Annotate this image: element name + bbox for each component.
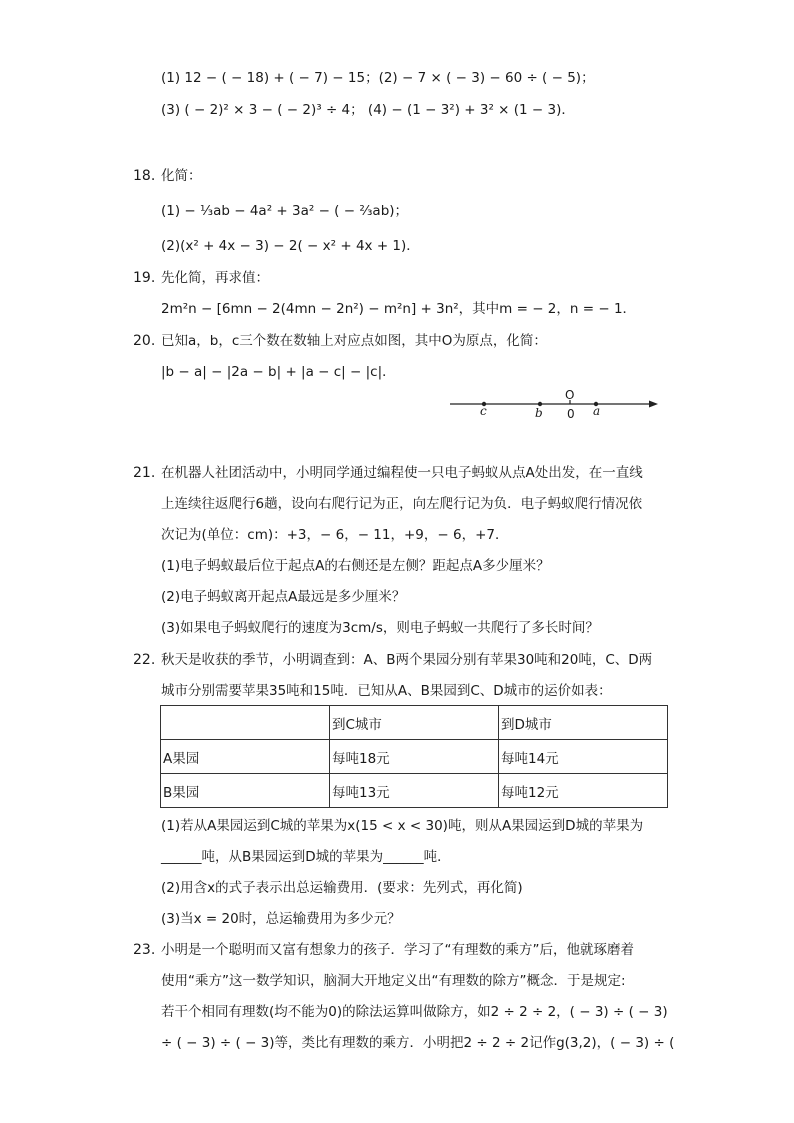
q22-sub-1a: (1)若从A果园运到C城的苹果为x(15 < x < 30)吨，则从A果园运到D城的苹果为 <box>161 818 644 834</box>
table-cell: 每吨12元 <box>499 774 668 808</box>
zero-label: 0 <box>567 407 575 421</box>
q21-number: 21. <box>133 465 156 481</box>
table-header-row <box>161 706 668 740</box>
q23-line-2: 使用“乘方”这一数学知识，脑洞大开地定义出“有理数的除方”概念．于是规定: <box>161 973 626 989</box>
q23-line-1: 小明是一个聪明而又富有想象力的孩子．学习了“有理数的乘方”后，他就琢磨着 <box>161 942 634 958</box>
q21-sub-2: (2)电子蚂蚁离开起点A最远是多少厘米？ <box>161 589 406 605</box>
q18-number: 18. <box>133 168 156 184</box>
q20-line-2: |b − a| − |2a − b| + |a − c| − |c|． <box>161 364 396 380</box>
table-cell: 每吨14元 <box>499 740 668 774</box>
q22-line-2: 城市分别需要苹果35吨和15吨．已知从A、B果园到C、D城市的运价如表： <box>161 683 612 699</box>
q22-line-1: 秋天是收获的季节，小明调查到：A、B两个果园分别有苹果30吨和20吨，C、D两 <box>161 652 653 668</box>
q22-sub-2: (2)用含x的式子表示出总运输费用．(要求：先列式，再化简) <box>161 880 523 896</box>
q21-line-2: 上连续往返爬行6趟，设向右爬行记为正，向左爬行记为负．电子蚂蚁爬行情况依 <box>161 496 643 512</box>
q23-number: 23. <box>133 942 156 958</box>
table-cell: B果园 <box>161 774 330 808</box>
q19-line-1: 2m²n − [6mn − 2(4mn − 2n²) − m²n] + 3n²，其中m = − 2，n = − 1． <box>161 301 637 317</box>
table-header-cell: 到C城市 <box>330 706 499 740</box>
freight-rate-table <box>160 705 668 808</box>
table-cell: 每吨13元 <box>330 774 499 808</box>
q22-sub-1b: ______吨，从B果园运到D城的苹果为______吨． <box>161 849 451 865</box>
q23-line-3: 若干个相同有理数(均不能为0)的除法运算叫做除方，如2 ÷ 2 ÷ 2，( − 3) ÷ ( − 3) <box>161 1004 668 1020</box>
table-row <box>161 740 668 774</box>
q22-sub-3: (3)当x = 20时，总运输费用为多少元？ <box>161 911 401 927</box>
q19-title: 先化简，再求值： <box>161 270 269 286</box>
q21-sub-1: (1)电子蚂蚁最后位于起点A的右侧还是左侧？距起点A多少厘米？ <box>161 558 550 574</box>
q17-line-2: (3) ( − 2)² × 3 − ( − 2)³ ÷ 4； (4) − (1 − 3²) + 3² × (1 − 3)． <box>161 102 575 118</box>
q20-line-1: 已知a，b，c三个数在数轴上对应点如图，其中O为原点，化简： <box>161 333 547 349</box>
number-line-arrow <box>649 401 658 408</box>
point-a-label: a <box>593 404 601 418</box>
q20-number: 20. <box>133 333 156 349</box>
q18-line-1: (1) − ⅓ab − 4a² + 3a² − ( − ⅔ab)； <box>161 203 409 219</box>
q18-title: 化简： <box>161 168 202 184</box>
q21-line-1: 在机器人社团活动中，小明同学通过编程使一只电子蚂蚁从点A处出发，在一直线 <box>161 465 643 481</box>
origin-label: O <box>565 388 575 402</box>
q22-number: 22. <box>133 652 156 668</box>
q19-number: 19. <box>133 270 156 286</box>
q17-line-1: (1) 12 − ( − 18) + ( − 7) − 15；(2) − 7 × ( − 3) − 60 ÷ ( − 5)； <box>161 70 595 86</box>
point-b-label: b <box>535 406 543 420</box>
q21-line-3: 次记为(单位：cm)：+3，− 6，− 11，+9，− 6，+7． <box>161 527 509 543</box>
q18-line-2: (2)(x² + 4x − 3) − 2( − x² + 4x + 1)． <box>161 238 420 254</box>
table-row <box>161 774 668 808</box>
table-header-cell: 到D城市 <box>499 706 668 740</box>
point-c-label: c <box>480 404 487 418</box>
q23-line-4: ÷ ( − 3) ÷ ( − 3)等，类比有理数的乘方．小明把2 ÷ 2 ÷ 2记作g(3,2)，( − 3) ÷ ( <box>161 1035 675 1051</box>
table-header-cell <box>161 706 330 740</box>
number-line-figure <box>440 385 670 425</box>
table-cell: 每吨18元 <box>330 740 499 774</box>
q21-sub-3: (3)如果电子蚂蚁爬行的速度为3cm/s，则电子蚂蚁一共爬行了多长时间？ <box>161 620 599 636</box>
table-cell: A果园 <box>161 740 330 774</box>
